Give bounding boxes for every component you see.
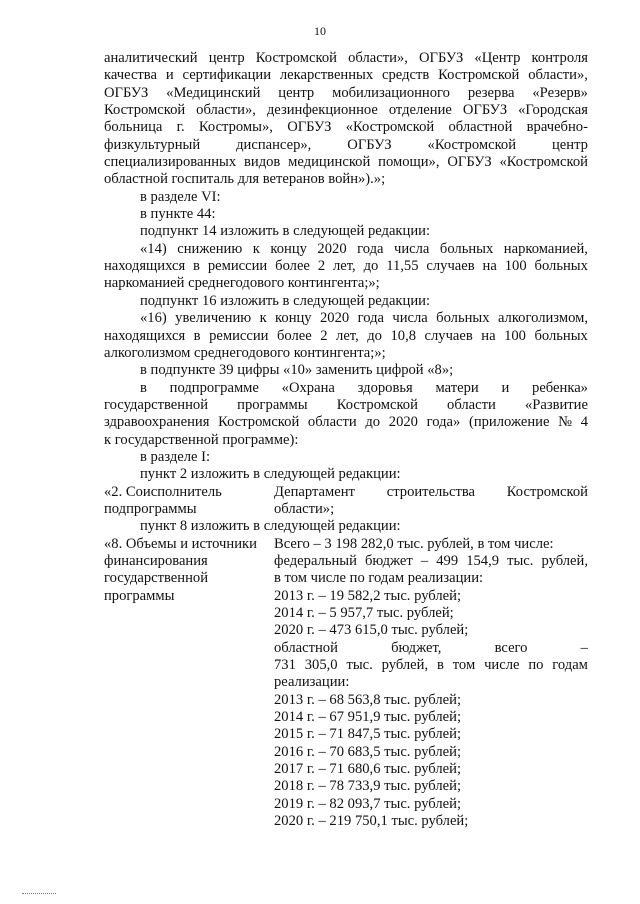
text-line: специализированных видов медицинской помощи», ОГБУЗ «Костромской	[104, 154, 588, 171]
quote-line: алкоголизмом среднегодового контингента;»;	[104, 344, 386, 361]
text-line: Костромской области», дезинфекционное отделение ОГБУЗ «Городская	[104, 102, 588, 119]
cell-line: 2020 г. – 473 615,0 тыс. рублей;	[274, 622, 469, 639]
quote-line: находящихся в ремиссии более 2 лет, до 10,8 случаев на 100 больных	[104, 327, 588, 344]
cell-line: 2014 г. – 5 957,7 тыс. рублей;	[274, 605, 454, 621]
text-line: областной госпиталь для ветеранов войн»).»;	[104, 171, 386, 188]
table-cell-label	[104, 484, 274, 519]
cell-line: 2015 г. – 71 847,5 тыс. рублей;	[274, 726, 461, 743]
cell-line: федеральный бюджет – 499 154,9 тыс. рублей,	[274, 552, 588, 569]
text-line: государственной программы Костромской области «Развитие	[104, 396, 588, 413]
cell-line: 2019 г. – 82 093,7 тыс. рублей;	[274, 795, 461, 812]
cell-line: 731 305,0 тыс. рублей, в том числе по годам	[274, 657, 588, 674]
text-line: в подпункте 39 цифры «10» заменить цифрой «8»;	[140, 362, 454, 379]
cell-line: подпрограммы	[104, 500, 197, 517]
subitem-heading: подпункт 16 изложить в следующей редакции:	[140, 292, 431, 309]
text-line: к государственной программе):	[104, 431, 299, 448]
cell-line: финансирования	[104, 552, 208, 569]
cell-line: 2018 г. – 78 733,9 тыс. рублей;	[274, 778, 461, 795]
cell-line: реализации:	[274, 674, 350, 691]
quote-line: наркоманией среднегодового контингента;»;	[104, 275, 380, 292]
cell-line: в том числе по годам реализации:	[274, 570, 484, 587]
text-line: физкультурный диспансер», ОГБУЗ «Костромской центр	[104, 136, 588, 153]
quote-line: находящихся в ремиссии более 2 лет, до 11,55 случаев на 100 больных	[104, 258, 588, 275]
page-number: 10	[314, 24, 326, 38]
cell-line: областной бюджет, всего –	[274, 639, 588, 656]
document-body	[104, 50, 588, 830]
quote-line: «14) снижению к концу 2020 года числа больных наркоманией,	[140, 240, 588, 257]
text-line: качества и сертификации лекарственных средств Костромской области»,	[104, 67, 588, 84]
cell-line: 2017 г. – 71 680,6 тыс. рублей;	[274, 761, 461, 778]
text-line: ОГБУЗ «Медицинский центр мобилизационного резерва «Резерв»	[104, 84, 588, 101]
cell-line: области»;	[274, 500, 335, 517]
cell-line: 2013 г. – 68 563,8 тыс. рублей;	[274, 691, 461, 708]
cell-line: 2016 г. – 70 683,5 тыс. рублей;	[274, 743, 461, 760]
cell-line: Департамент строительства Костромской	[274, 483, 588, 500]
text-line: здравоохранения Костромской области до 2020 года» (приложение № 4	[104, 414, 588, 431]
table-cell-label	[104, 536, 274, 831]
table-row-coexecutor	[104, 484, 588, 519]
quote-line: «16) увеличению к концу 2020 года числа больных алкоголизмом,	[140, 310, 588, 327]
section-heading: в разделе VI:	[140, 188, 221, 205]
cell-line: Всего – 3 198 282,0 тыс. рублей, в том числе:	[274, 535, 554, 552]
subitem-heading: подпункт 14 изложить в следующей редакции:	[140, 223, 431, 240]
item-heading: в пункте 44:	[140, 206, 216, 223]
cell-line: «8. Объемы и источники	[104, 535, 257, 552]
text-line: в подпрограмме «Охрана здоровья матери и ребенка»	[140, 379, 588, 396]
table-cell-value	[274, 536, 588, 831]
item-heading: пункт 8 изложить в следующей редакции:	[140, 518, 401, 535]
footer-divider	[22, 893, 56, 894]
item-heading: пункт 2 изложить в следующей редакции:	[140, 466, 401, 483]
cell-line: 2014 г. – 67 951,9 тыс. рублей;	[274, 709, 461, 726]
cell-line: 2013 г. – 19 582,2 тыс. рублей;	[274, 587, 461, 604]
text-line: аналитический центр Костромской области», ОГБУЗ «Центр контроля	[104, 50, 588, 66]
cell-line: государственной	[104, 570, 209, 587]
cell-line: «2. Соисполнитель	[104, 483, 222, 500]
cell-line: 2020 г. – 219 750,1 тыс. рублей;	[274, 813, 469, 830]
section-heading: в разделе I:	[140, 448, 211, 465]
table-row-funding	[104, 536, 588, 831]
text-line: больница г. Костромы», ОГБУЗ «Костромской областной врачебно-	[104, 119, 588, 136]
table-cell-value	[274, 484, 588, 519]
cell-line: программы	[104, 587, 175, 604]
